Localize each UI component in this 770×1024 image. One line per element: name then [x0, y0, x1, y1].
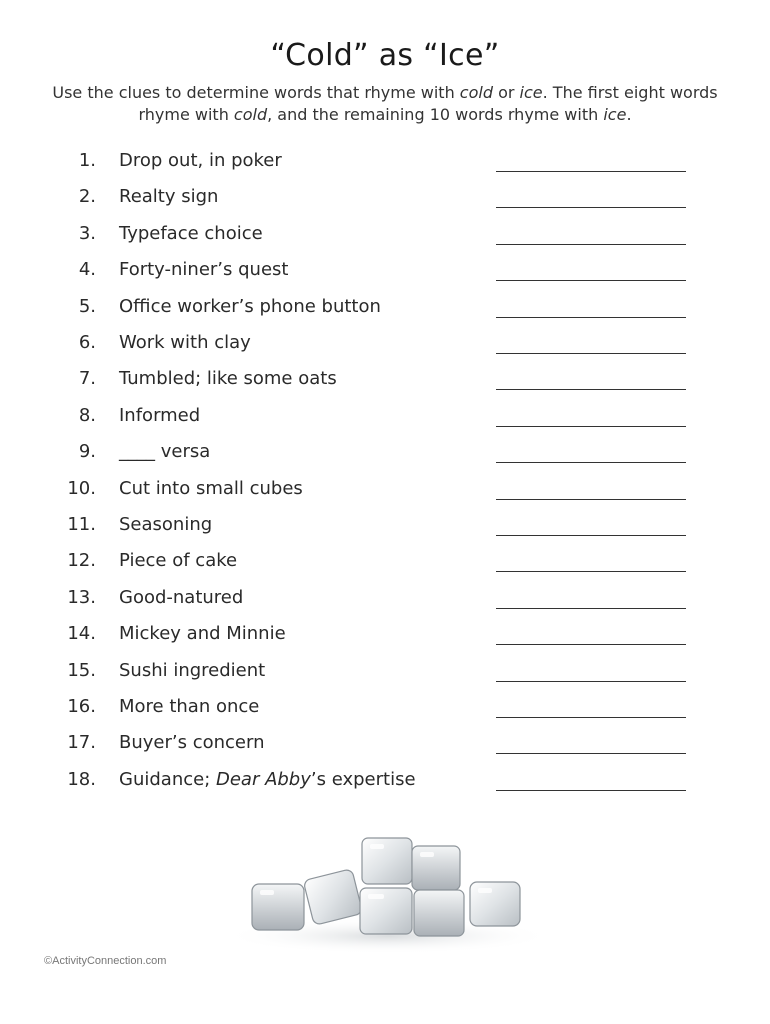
answer-blank[interactable] — [496, 426, 686, 427]
instructions-word-cold: cold — [459, 83, 493, 102]
clue-row — [0, 296, 770, 326]
clue-number: 17. — [67, 732, 96, 754]
clue-number: 2. — [78, 186, 96, 208]
instructions — [40, 82, 730, 126]
clue-number: 12. — [67, 550, 96, 572]
clue-row — [0, 550, 770, 580]
clue-row — [0, 150, 770, 180]
answer-blank[interactable] — [496, 644, 686, 645]
clue-row — [0, 259, 770, 289]
instructions-text: Use the clues to determine words that rhyme with — [52, 83, 460, 102]
clue-text: Drop out, in poker — [119, 150, 282, 171]
clue-row — [0, 223, 770, 253]
clue-row — [0, 186, 770, 216]
clue-row — [0, 368, 770, 398]
clue-text-part: ’s expertise — [310, 768, 416, 790]
answer-blank[interactable] — [496, 535, 686, 536]
answer-blank[interactable] — [496, 280, 686, 281]
answer-blank[interactable] — [496, 244, 686, 245]
answer-blank[interactable] — [496, 171, 686, 172]
clue-number: 5. — [78, 295, 96, 317]
clue-number: 15. — [67, 659, 96, 681]
answer-blank[interactable] — [496, 571, 686, 572]
answer-blank[interactable] — [496, 790, 686, 791]
clue-row — [0, 623, 770, 653]
answer-blank[interactable] — [496, 717, 686, 718]
clue-text: Realty sign — [119, 186, 219, 208]
clue-text: Tumbled; like some oats — [119, 368, 337, 390]
copyright-footer: ©ActivityConnection.com — [44, 955, 167, 967]
instructions-word-ice: ice — [603, 105, 627, 124]
answer-blank[interactable] — [496, 389, 686, 390]
clue-number: 4. — [78, 259, 96, 281]
clue-number: 11. — [67, 514, 96, 535]
ice-cubes-image — [218, 828, 558, 958]
clue-text: Office worker’s phone button — [119, 295, 381, 317]
answer-blank[interactable] — [496, 207, 686, 208]
clue-number: 14. — [67, 623, 96, 645]
clue-number: 3. — [78, 222, 96, 244]
instructions-word-cold: cold — [233, 105, 268, 124]
clue-text: Forty-niner’s quest — [119, 259, 289, 281]
instructions-text: . — [626, 105, 632, 124]
instructions-text: or — [492, 83, 520, 102]
clue-number: 1. — [78, 150, 96, 171]
clue-number: 6. — [78, 332, 96, 353]
clue-text: ____ versa — [119, 441, 211, 463]
clue-row — [0, 587, 770, 617]
clue-text: Piece of cake — [119, 550, 238, 572]
answer-blank[interactable] — [496, 353, 686, 354]
clue-row — [0, 478, 770, 508]
clue-text — [119, 769, 416, 790]
clue-number: 16. — [67, 696, 96, 717]
clue-row — [0, 332, 770, 362]
clue-number: 7. — [78, 368, 96, 390]
instructions-text: . The first eight words rhyme with — [138, 83, 718, 124]
answer-blank[interactable] — [496, 317, 686, 318]
answer-blank[interactable] — [496, 753, 686, 754]
page-title: “Cold” as “Ice” — [270, 38, 500, 73]
clue-number: 9. — [78, 441, 96, 463]
clue-text: Informed — [119, 404, 201, 426]
clue-number: 10. — [67, 477, 96, 499]
clue-number: 18. — [67, 768, 96, 790]
clue-number: 13. — [67, 586, 96, 608]
clue-row — [0, 696, 770, 726]
clue-row — [0, 769, 770, 799]
answer-blank[interactable] — [496, 499, 686, 500]
clue-text-italic: Dear Abby — [215, 768, 311, 790]
clue-row — [0, 660, 770, 690]
answer-blank[interactable] — [496, 608, 686, 609]
clue-text: Seasoning — [119, 514, 213, 535]
instructions-word-ice: ice — [519, 83, 543, 102]
clue-row — [0, 732, 770, 762]
clue-number: 8. — [78, 404, 96, 426]
clue-text: Cut into small cubes — [119, 477, 303, 499]
clue-text: Mickey and Minnie — [119, 623, 286, 645]
clue-text: Typeface choice — [119, 222, 263, 244]
clue-row — [0, 405, 770, 435]
clue-text: More than once — [119, 696, 260, 717]
clue-text: Good-natured — [119, 586, 244, 608]
answer-blank[interactable] — [496, 681, 686, 682]
clue-row — [0, 441, 770, 471]
clue-text-part: Guidance; — [119, 768, 216, 790]
answer-blank[interactable] — [496, 462, 686, 463]
instructions-text: , and the remaining 10 words rhyme with — [267, 105, 604, 124]
clue-text: Sushi ingredient — [119, 659, 266, 681]
clue-row — [0, 514, 770, 544]
clue-text: Buyer’s concern — [119, 732, 265, 754]
clue-text: Work with clay — [119, 332, 251, 353]
